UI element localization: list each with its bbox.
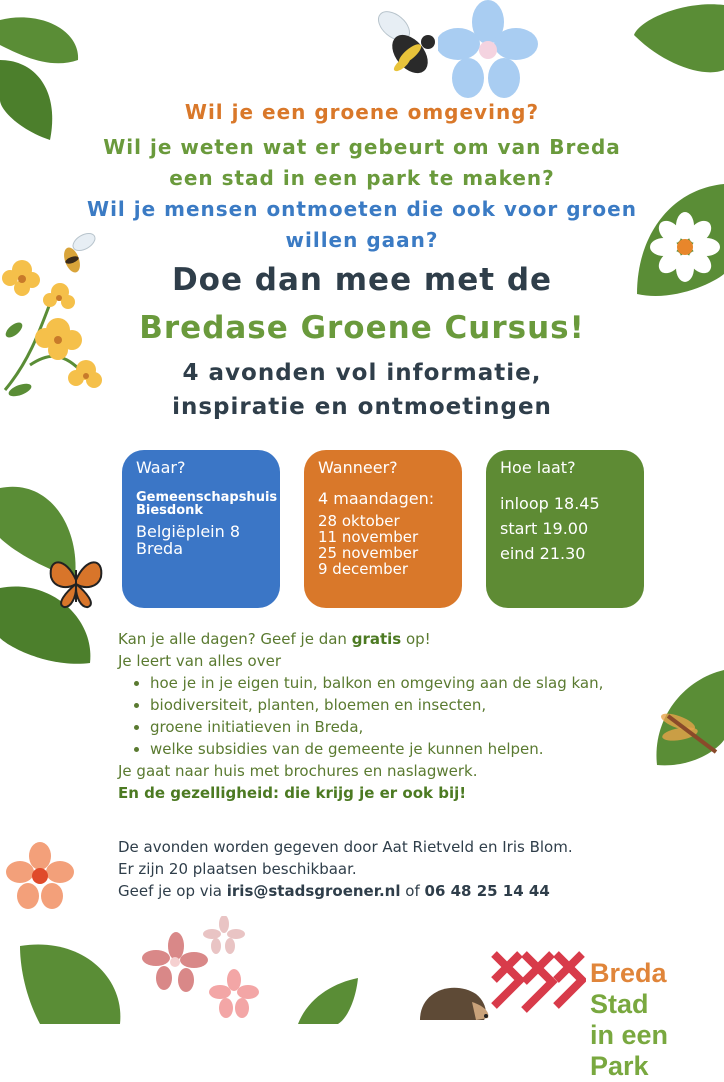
list-item: • welke subsidies van de gemeente je kunnen helpen. — [150, 738, 638, 760]
logo-line1 — [590, 958, 724, 1020]
logo-line2: in een Park — [590, 1020, 669, 1081]
date-item: 25 november — [318, 544, 419, 562]
when-summary: 4 maandagen: — [318, 489, 435, 508]
venue-name — [136, 490, 278, 518]
list-item: • biodiversiteit, planten, bloemen en insecten, — [150, 694, 638, 716]
seats-line: Er zijn 20 plaatsen beschikbaar. — [118, 860, 357, 878]
subtitle-line1: 4 avonden vol informatie, — [182, 360, 542, 386]
question-meet-people — [0, 194, 724, 256]
venue-line2: Biesdonk — [136, 503, 204, 518]
time-line: eind 21.30 — [500, 544, 586, 563]
leaf-top-right-icon — [634, 0, 724, 80]
logo-word-stad: Stad — [590, 989, 649, 1019]
butterfly-icon — [46, 552, 106, 610]
question-breda-park-line1: Wil je weten wat er gebeurt om van Breda — [103, 135, 621, 159]
pink-flowers-icon — [140, 916, 270, 1024]
bee-icon — [370, 4, 452, 88]
time-title: Hoe laat? — [500, 458, 576, 477]
where-title: Waar? — [136, 458, 186, 477]
course-description — [118, 628, 638, 804]
dragonfly-icon — [658, 708, 720, 760]
subtitle-line2: inspiratie en ontmoetingen — [172, 394, 552, 420]
question-breda-park — [0, 132, 724, 194]
when-box — [304, 450, 462, 608]
signup-pre: Geef je op via — [118, 882, 227, 900]
hedgehog-icon — [414, 980, 490, 1024]
signup-line — [118, 880, 678, 902]
breda-logo-icon — [490, 950, 586, 1016]
footer-info — [118, 836, 678, 902]
blue-flower-icon — [438, 0, 538, 100]
date-item: 11 november — [318, 528, 419, 546]
question-meet-people-line2: willen gaan? — [285, 228, 439, 252]
venue-street: Belgiëplein 8 — [136, 522, 241, 541]
question-meet-people-line1: Wil je mensen ontmoeten die ook voor groen — [87, 197, 637, 221]
free-label: gratis — [351, 630, 402, 648]
time-line: start 19.00 — [500, 519, 589, 538]
venue-line1: Gemeenschapshuis — [136, 490, 278, 505]
time-box — [486, 450, 644, 608]
leaf-top-left-icon — [0, 0, 90, 150]
venue-city: Breda — [136, 539, 184, 558]
intro-pre: Kan je alle dagen? Geef je dan — [118, 630, 352, 648]
logo-word-breda: Breda — [590, 958, 667, 988]
leaf-bottom-mid-icon — [298, 978, 358, 1024]
phone-number[interactable]: 06 48 25 14 44 — [424, 882, 550, 900]
where-box — [122, 450, 280, 608]
list-item: • hoe je in je eigen tuin, balkon en omgeving aan de slag kan, — [150, 672, 638, 694]
brochures-line: Je gaat naar huis met brochures en naslagwerk. — [118, 762, 478, 780]
intro-line — [118, 628, 638, 650]
question-green-environment: Wil je een groene omgeving? — [184, 100, 540, 124]
teachers-line: De avonden worden gegeven door Aat Rietveld en Iris Blom. — [118, 838, 573, 856]
email-link[interactable]: iris@stadsgroener.nl — [226, 882, 401, 900]
course-title: Bredase Groene Cursus! — [139, 310, 585, 346]
signup-mid: of — [400, 882, 425, 900]
date-item: 28 oktober — [318, 512, 400, 530]
headline-subtitle — [0, 356, 724, 424]
question-breda-park-line2: een stad in een park te maken? — [169, 166, 555, 190]
date-item: 9 december — [318, 560, 409, 578]
time-line: inloop 18.45 — [500, 494, 600, 513]
when-title: Wanneer? — [318, 458, 398, 477]
intro-post: op! — [401, 630, 431, 648]
learn-line: Je leert van alles over — [118, 652, 281, 670]
list-item: • groene initiatieven in Breda, — [150, 716, 638, 738]
logo-text — [590, 958, 724, 1082]
leaf-bottom-left-icon — [20, 936, 130, 1024]
topics-list — [118, 672, 638, 760]
fun-line: En de gezelligheid: die krijg je er ook bij! — [118, 784, 467, 802]
headline-line1: Doe dan mee met de — [171, 262, 553, 298]
orange-flower-icon — [6, 842, 74, 910]
